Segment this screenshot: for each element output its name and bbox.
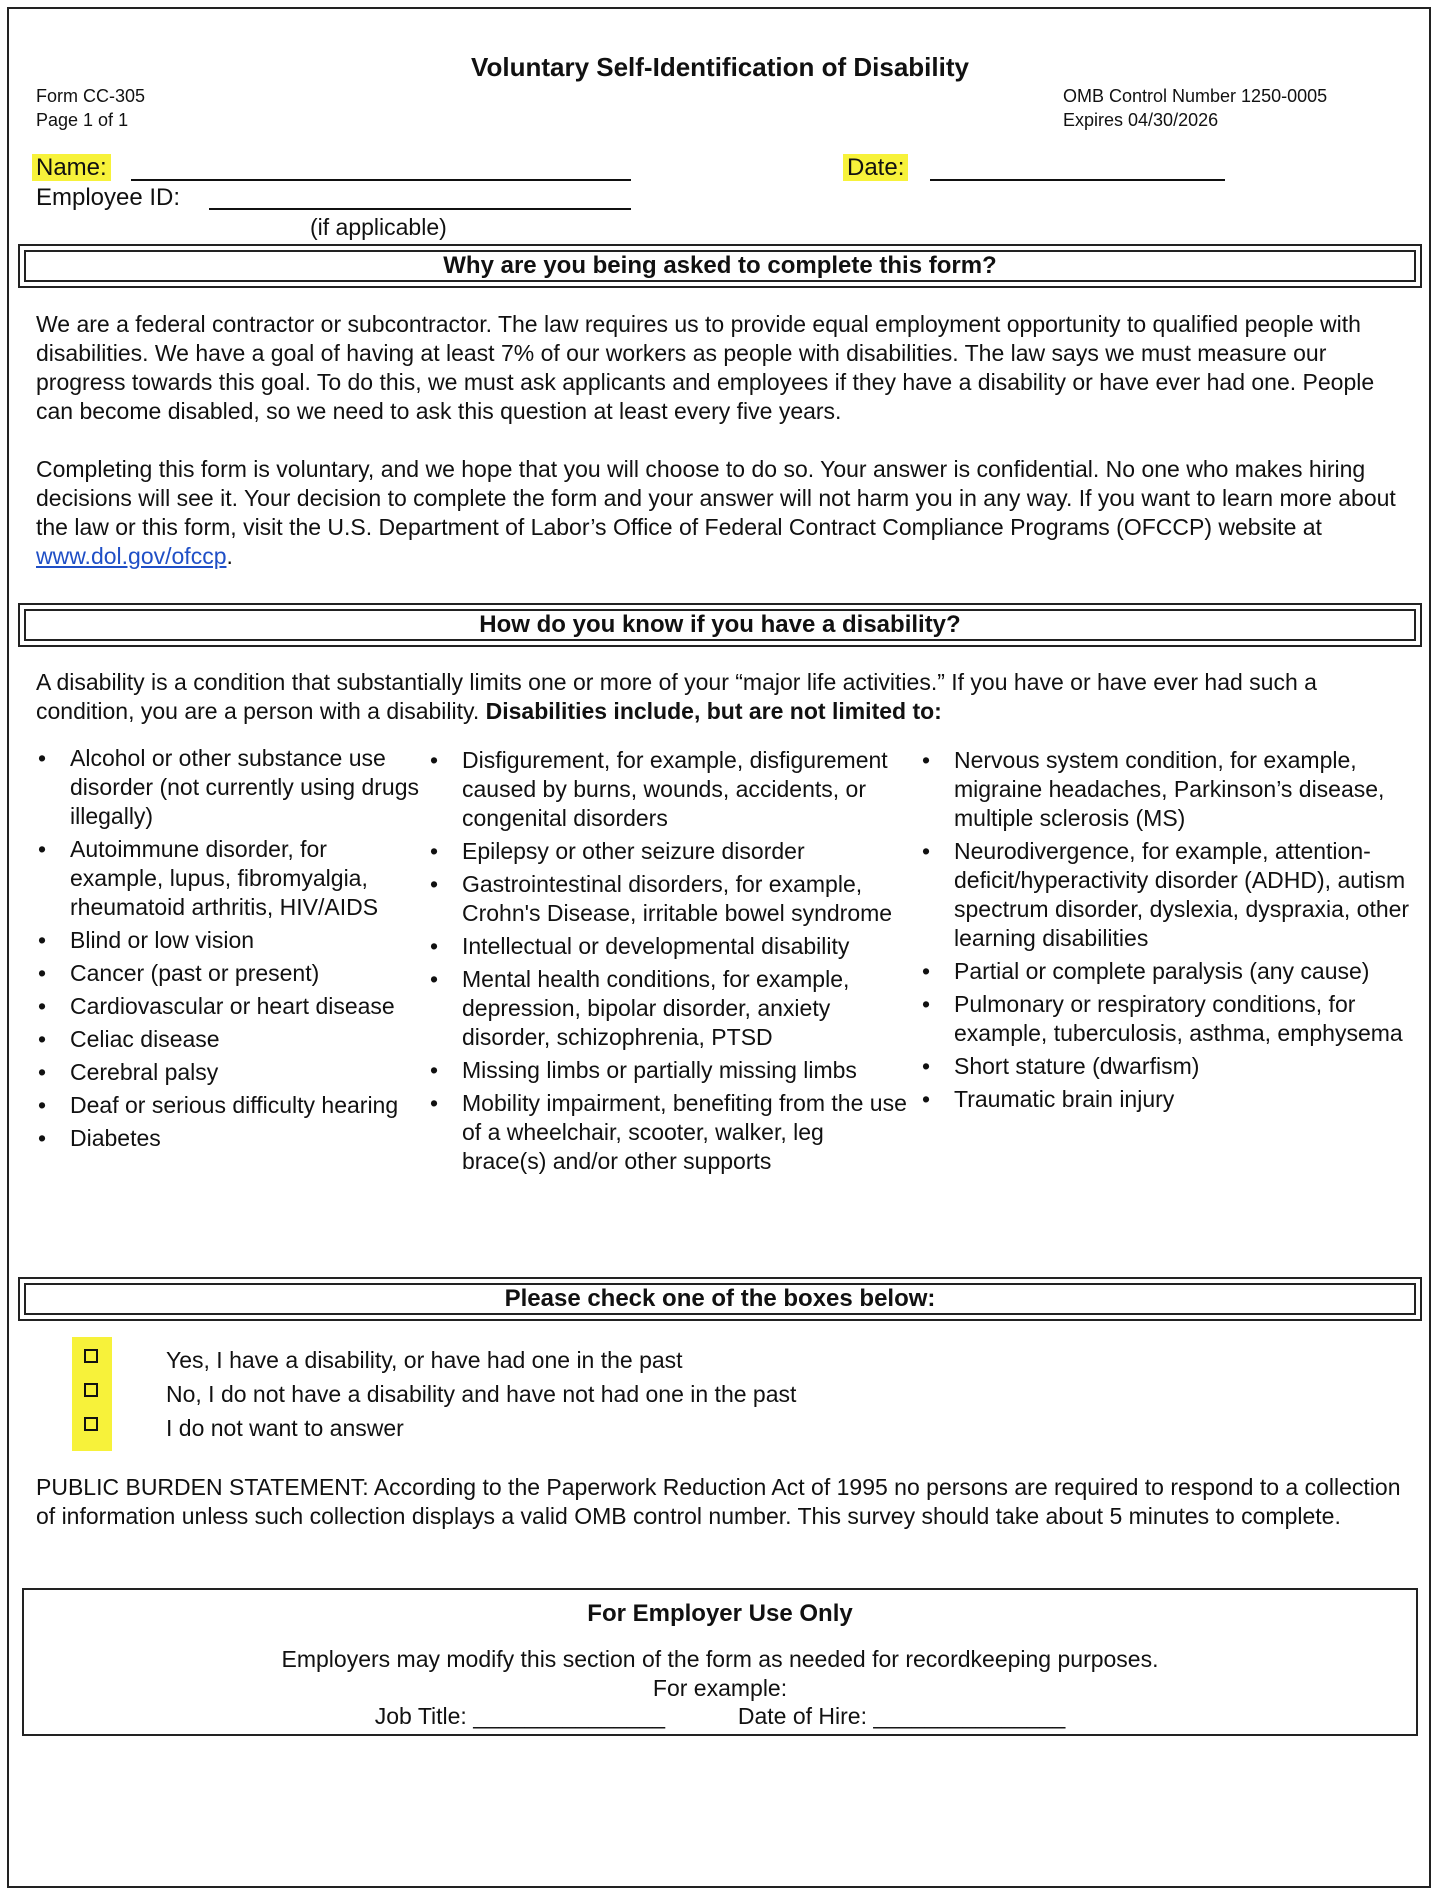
how-intro bbox=[36, 668, 1408, 726]
no-checkbox[interactable] bbox=[84, 1383, 98, 1397]
date-field[interactable] bbox=[930, 179, 1225, 181]
decline-checkbox[interactable] bbox=[84, 1417, 98, 1431]
disability-list-item: • Intellectual or developmental disability bbox=[428, 932, 908, 961]
ofccp-link[interactable]: www.dol.gov/ofccp bbox=[36, 543, 227, 569]
disability-list-item: • Disfigurement, for example, disfigurement caused by burns, wounds, accidents, or congenital disorders bbox=[428, 746, 908, 833]
name-label-wrap bbox=[32, 154, 111, 182]
date-of-hire-field[interactable]: _______________ bbox=[873, 1703, 1066, 1729]
checkbox-highlight bbox=[72, 1337, 112, 1451]
disability-list-1 bbox=[36, 744, 426, 1153]
disability-column-3 bbox=[920, 746, 1410, 1118]
decline-option-label: I do not want to answer bbox=[166, 1415, 404, 1441]
employer-line-2: For example: bbox=[652, 1675, 788, 1701]
disability-list-item: • Mobility impairment, benefiting from the use of a wheelchair, scooter, walker, leg brace(s) and/or other supports bbox=[428, 1089, 908, 1176]
section-how-title: How do you know if you have a disability? bbox=[24, 609, 1416, 641]
disability-column-2 bbox=[428, 746, 908, 1180]
employee-id-label: Employee ID: bbox=[36, 184, 181, 211]
job-title-label: Job Title: bbox=[374, 1703, 467, 1729]
disability-list-item: • Traumatic brain injury bbox=[920, 1085, 1410, 1114]
employer-use-box bbox=[22, 1588, 1418, 1736]
why-paragraph-2-text: Completing this form is voluntary, and we hope that you will choose to do so. Your answer is confidential. No one who makes hiring decisions will see it. Your decision to complete the form and your answer will not harm you in any way. If you want to learn more about the law or this form, visit the U.S. Department of Labor’s Office of Federal Contract Compliance Programs (OFCCP) website at bbox=[36, 456, 1396, 540]
disability-list-item: • Nervous system condition, for example, migraine headaches, Parkinson’s disease, multiple sclerosis (MS) bbox=[920, 746, 1410, 833]
disability-list-item: • Missing limbs or partially missing limbs bbox=[428, 1056, 908, 1085]
disability-list-item: • Partial or complete paralysis (any cause) bbox=[920, 957, 1410, 986]
disability-list-item: • Epilepsy or other seizure disorder bbox=[428, 837, 908, 866]
disability-list-item: • Autoimmune disorder, for example, lupus, fibromyalgia, rheumatoid arthritis, HIV/AIDS bbox=[36, 835, 426, 922]
form-meta-left bbox=[36, 84, 145, 132]
employer-title: For Employer Use Only bbox=[587, 1600, 853, 1627]
name-field[interactable] bbox=[131, 179, 631, 181]
disability-list-item: • Gastrointestinal disorders, for example, Crohn's Disease, irritable bowel syndrome bbox=[428, 870, 908, 928]
disability-list-item: • Neurodivergence, for example, attention-deficit/hyperactivity disorder (ADHD), autism spectrum disorder, dyslexia, dyspraxia, other learning disabilities bbox=[920, 837, 1410, 953]
section-why-header bbox=[18, 244, 1422, 288]
disability-list-item: • Mental health conditions, for example, depression, bipolar disorder, anxiety disorder, schizophrenia, PTSD bbox=[428, 965, 908, 1052]
how-intro-text: A disability is a condition that substantially limits one or more of your “major life activities.” If you have or have ever had such a condition, you are a person with a disability. bbox=[36, 669, 1317, 724]
disability-list-item: • Pulmonary or respiratory conditions, for example, tuberculosis, asthma, emphysema bbox=[920, 990, 1410, 1048]
section-how-header bbox=[18, 603, 1422, 647]
why-period: . bbox=[226, 543, 233, 569]
form-number: Form CC-305 bbox=[36, 86, 146, 106]
yes-checkbox[interactable] bbox=[84, 1349, 98, 1363]
disability-list-item: • Diabetes bbox=[36, 1124, 426, 1153]
date-label-wrap bbox=[843, 154, 908, 182]
form-title: Voluntary Self-Identification of Disability bbox=[471, 52, 969, 82]
employer-fields-row bbox=[24, 1703, 1416, 1730]
why-paragraph-2 bbox=[36, 455, 1408, 571]
section-check-title: Please check one of the boxes below: bbox=[24, 1283, 1416, 1315]
employer-line-1: Employers may modify this section of the form as needed for recordkeeping purposes. bbox=[281, 1646, 1159, 1672]
disability-list-item: • Alcohol or other substance use disorder (not currently using drugs illegally) bbox=[36, 744, 426, 831]
disability-list-item: • Blind or low vision bbox=[36, 926, 426, 955]
why-paragraph-1: We are a federal contractor or subcontractor. The law requires us to provide equal employment opportunity to qualified people with disabilities. We have a goal of having at least 7% of our workers as people with disabilities. The law says we must measure our progress towards this goal. To do this, we must ask applicants and employees if they have a disability or have ever had one. People can become disabled, so we need to ask this question at least every five years. bbox=[36, 311, 1375, 424]
disability-list-2 bbox=[428, 746, 908, 1176]
disability-list-3 bbox=[920, 746, 1410, 1114]
name-label: Name: bbox=[32, 154, 111, 181]
page-number: Page 1 of 1 bbox=[36, 110, 129, 130]
date-of-hire-label: Date of Hire: bbox=[737, 1703, 867, 1729]
date-label: Date: bbox=[843, 154, 908, 181]
disability-list-item: • Celiac disease bbox=[36, 1025, 426, 1054]
section-why-title: Why are you being asked to complete this form? bbox=[24, 250, 1416, 282]
disability-list-item: • Deaf or serious difficulty hearing bbox=[36, 1091, 426, 1120]
disability-column-1 bbox=[36, 744, 426, 1157]
how-intro-bold: Disabilities include, but are not limited to: bbox=[485, 698, 942, 724]
disability-list-item: • Cardiovascular or heart disease bbox=[36, 992, 426, 1021]
job-title-field[interactable]: _______________ bbox=[473, 1703, 666, 1729]
disability-list-item: • Short stature (dwarfism) bbox=[920, 1052, 1410, 1081]
yes-option-label: Yes, I have a disability, or have had one in the past bbox=[166, 1347, 683, 1373]
if-applicable-note: (if applicable) bbox=[310, 214, 447, 240]
section-check-header bbox=[18, 1277, 1422, 1321]
employee-id-field[interactable] bbox=[209, 208, 631, 210]
disability-list-item: • Cancer (past or present) bbox=[36, 959, 426, 988]
expiration-date: Expires 04/30/2026 bbox=[1063, 110, 1219, 130]
public-burden-statement: PUBLIC BURDEN STATEMENT: According to the Paperwork Reduction Act of 1995 no persons are required to respond to a collection of information unless such collection displays a valid OMB control number. This survey should take about 5 minutes to complete. bbox=[36, 1474, 1401, 1529]
no-option-label: No, I do not have a disability and have not had one in the past bbox=[166, 1381, 797, 1407]
disability-list-item: • Cerebral palsy bbox=[36, 1058, 426, 1087]
omb-control-number: OMB Control Number 1250-0005 bbox=[1063, 86, 1328, 106]
form-meta-right bbox=[1063, 84, 1327, 132]
